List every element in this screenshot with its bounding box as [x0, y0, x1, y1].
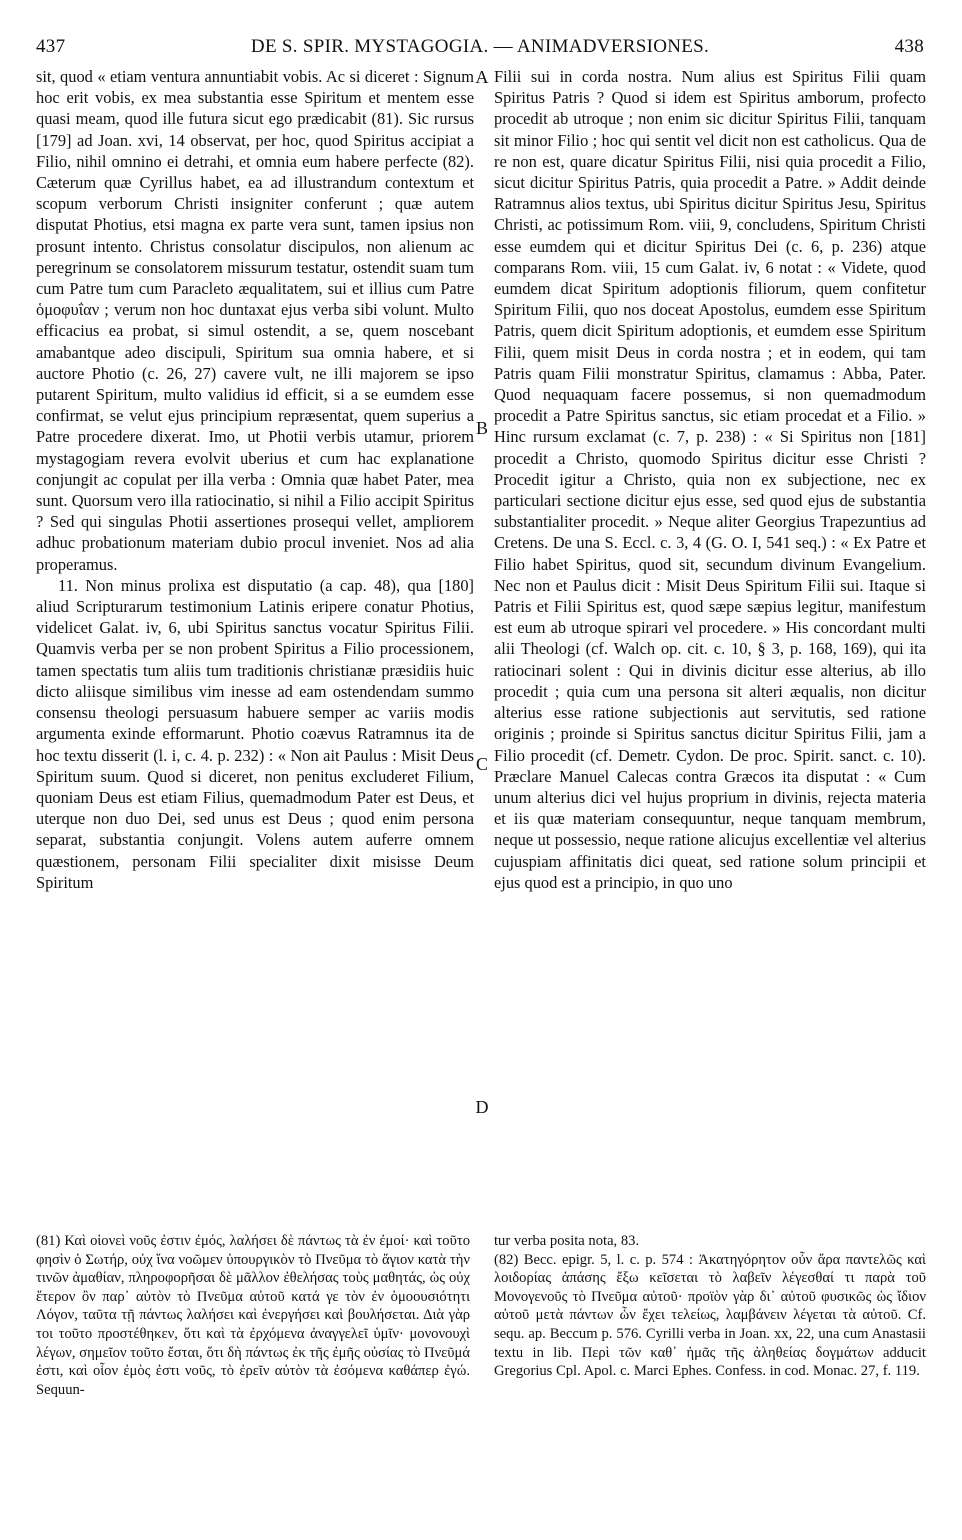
page-number-right: 438 — [894, 36, 924, 57]
right-column — [494, 66, 926, 1216]
left-column — [36, 66, 474, 1216]
paragraph: sit, quod « etiam ventura annuntiabit vobis. Ac si diceret : Signum hoc erit vobis, ex mea substantia esse Spiritum et mentem esse quasi meam, quod ille futura sicut ego prædicabit (81). Sic rursus [179] ad Joan. xvi, 14 observat, per hoc, quod Spiritus accipiat a Filio, nihil omnino ei detrahi, et omnia eum habere perfecte (82). Cæterum quæ Cyrillus habet, ea ad illustrandum contextum et scopum verborum Christi insigniter conferunt ; quæ autem disputat Photius, etsi magna ex parte vera sunt, tamen ipsius non prosunt intento. Christus consolatur discipulos, non alienum ac peregrinum se consolatorem missurum testatur, ostendit suam tum cum Patre tum cum Paracleto æqualitatem, sui et illius cum Patre ὁμοφυΐαν ; verum non hoc duntaxat ejus verba sibi volunt. Multo efficacius ea probat, si simul ostendit, a se, quem noscebant amabantque adeo discipuli, Spiritum sua omnia habere, et si auctore Photio (c. 26, 27) cavere vult, ne illi majorem se ipso putarent Spiritum, multo validius id efficit, si a se eumdem esse confirmat, se velut ejus principium repræsentat, quem superius a Patre procedere dixerat. Imo, ut Photii verbis utamur, priorem mystagogiam revera evolvit uberius et cum hac explanatione conjungit ac copulat per illa verba : Omnia quæ habet Pater, mea sunt. Quorsum vero illa ratiocinatio, si nihil a Filio accipit Spiritus ? Sed qui singulas Photii assertiones prosequi vellet, ampliorem adhuc probationum materiam dubio procul inveniet. Nos ad alia properamus. — [36, 67, 474, 574]
running-title: DE S. SPIR. MYSTAGOGIA. — ANIMADVERSIONES. — [250, 36, 710, 57]
footnote: tur verba posita nota, 83. — [494, 1233, 640, 1249]
paragraph: 11. Non minus prolixa est disputatio (a cap. 48), qua [180] aliud Scripturarum testimonium Latinis eripere conatur Photius, videlicet Galat. iv, 6, ubi Spiritus sanctus vocatur Spiritus Filii. Quamvis verba per se non probent Spiritus a Filio processionem, tamen spectatis tum aliis tum traditionis christianæ præsidiis huic dicto aliisque similibus vim inesse ad eam ostendendam summo consensu theologi persuasum habuere semper ac variis modis argumenta exinde efformarunt. Photio coævus Ratramnus ita de hoc textu disserit (l. i, c. 4. p. 232) : « Non ait Paulus : Misit Deus Spiritum suum. Quod si diceret, non penitus excluderet Filium, quoniam Deus est etiam Filius, quemadmodum Pater est Deus, et uterque non duo Dei, sed unus est Deus ; quod enim persona separat, substantia conjungit. Volens autem auferre omnem quæstionem, personam Filii specialiter dixit misisse Deum Spiritum — [36, 575, 474, 892]
paragraph: Filii sui in corda nostra. Num alius est Spiritus Filii quam Spiritus Patris ? Quod si idem est Spiritus amborum, profecto procedit ab utroque ; non enim sic dicitur Spiritus Filii, tanquam sit minor Filio ; hoc qui sentit vel dicit non est catholicus. Qua de re non est, quare dicatur Spiritus Filii, nisi quia procedit a Filio, sicut dicitur Spiritus Patris, quia procedit a Patre. » Addit deinde Ratramnus alios textus, ubi Spiritus dicitur Spiritus Jesu, Spiritus Christi, ac potissimum Rom. viii, 9, concludens, Spiritum Christi esse eumdem qui et dicitur Spiritus Dei (c. 6, p. 236) atque comparans Rom. viii, 15 cum Galat. iv, 6 notat : « Videte, quod eumdem dicat Spiritum adoptionis filiorum, quem confitetur Spiritum Filii, quo nos doceat Apostolus, eumdem esse Spiritum Patris, quem dicit Spiritum adoptionis, et eumdem esse Spiritum Filii, quem misit Deus in corda nostra ; et in eodem, qui tam Patris quam Filii monstratur Spiritus, clamamus : Abba, Pater. Quod nequaquam facere possemus, si non quemadmodum procedit a Patre Spiritus sanctus, sic etiam procedat et a Filio. » Hinc rursum exclamat (c. 7, p. 238) : « Si Spiritus non [181] procedit a Christo, quomodo Spiritus dicitur esse Christi ? Procedit igitur a Christo, quia non ex subjectione, nec ex particulari sectione dicitur ejus esse, sed quod ejus de substantia substantialiter procedit. » Neque aliter Georgius Trapezuntius ad Cretens. De una S. Eccl. c. 3, 4 (G. O. I, 541 seq.) : « Ex Patre et Filio habet Spiritus, quod sit, secundum divinum Evangelium. Nec non et Paulus dicit : Misit Deus Spiritum Filii sui. Itaque si Patris et Filii Spiritus est, quod sæpe sæpius legitur, manifestum est eum ab utroque spirari vel procedere. » His concordant multi alii Theologi (cf. Walch op. cit. c. 10, § 3, p. 168, 169), qui ita ratiocinari solent : Qui in divinis dicitur esse alterius, ab illo procedit ; quia cum una persona sit alteri æqualis, non dicitur alterius esse ratione subjectionis aut servitutis, sed ratione originis ; proinde si Spiritus sanctus dicitur Spiritus Filii, jam a Filio procedit (cf. Demetr. Cydon. De proc. Spirit. sanct. c. 10). Præclare Manuel Calecas contra Græcos ita disputat : « Cum unum alterius dici vel hujus proprium in divinis, rejecta materia et iis quæ materiam consequuntur, neque tanquam membrum, neque ut possessio, neque ratione alicujus excellentiæ vel alterius cujuspiam affinitatis dici queat, sed ratione solum principii et ejus quod est a principio, in quo uno — [494, 67, 926, 892]
footnote: (82) Becc. epigr. 5, l. c. p. 574 : Ἀκατηγόρητον οὖν ἄρα παντελῶς καὶ λοιδορίας ἁπάσης ἔξω κεῖσεται τὸ λαβεῖν λέγεσθαί τι παρὰ τοῦ Μονογενοῦς τὸ Πνεῦμα αὐτοῦ· προϊὸν γὰρ δι᾽ αὐτοῦ φυσικῶς ὡς ἴδιον αὐτοῦ μετὰ πάντων ὧν ἔχει τελείως, λαμβάνειν λέγεται τὰ αὐτοῦ. Cf. sequ. ap. Beccum p. 576. Cyrilli verba in Joan. xx, 22, una cum Anastasii textu in lib. Περὶ τῶν καθ᾽ ἡμᾶς τῆς ἀληθείας δογμάτων adducit Gregorius Cpl. Apol. c. Marci Ephes. Confess. in cod. Monac. 27, f. 119. — [494, 1251, 926, 1380]
running-header — [36, 36, 924, 62]
margin-letter-c: C — [475, 754, 488, 774]
margin-letter-a: A — [475, 67, 489, 87]
margin-letter-d: D — [475, 1097, 489, 1117]
footnotes-left — [36, 1232, 470, 1522]
footnotes-right — [494, 1232, 926, 1522]
footnote: (81) Καὶ οἱονεὶ νοῦς ἐστιν ἐμός, λαλήσει δὲ πάντως τὰ ἐν ἐμοί· καὶ τοῦτο φησὶν ὁ Σωτήρ, οὐχ ἵνα νοῶμεν ὑπουργικὸν τὸ Πνεῦμα τὸ ἅγιον κατὰ τὴν τινῶν ἀμαθίαν, πληροφορῆσαι δὲ μᾶλλον ἐθελήσας τοὺς μαθητάς, ὡς οὐχ ἕτερον ὂν παρ᾽ αὐτὸν τὸ Πνεῦμα αὐτοῦ κατά γε τὸν ἐν ὁμοουσιότητι Λόγον, ταῦτα τῇ πάντως λαλήσει καὶ ἐνεργήσει καὶ βουλήσεται. Διὰ γὰρ τοι τοῦτο προστέθηκεν, ὅτι καὶ τὰ ἐρχόμενα ἀναγγελεῖ ὑμῖν· μονονουχὶ λέγων, σημεῖον τοῦτο ἔσται, ὅτι δὴ πάντως ἐκ τῆς ἐμῆς οὐσίας τὸ Πνεῦμά ἐστι, καὶ οἷον ἐμὸς ἐστι νοῦς, τὸ ἐρεῖν αὐτὸν τὰ ἐσόμενα καθάπερ ἐγώ. Sequun- — [36, 1233, 470, 1398]
margin-letter-b: B — [475, 418, 488, 438]
page-number-left: 437 — [36, 36, 66, 57]
